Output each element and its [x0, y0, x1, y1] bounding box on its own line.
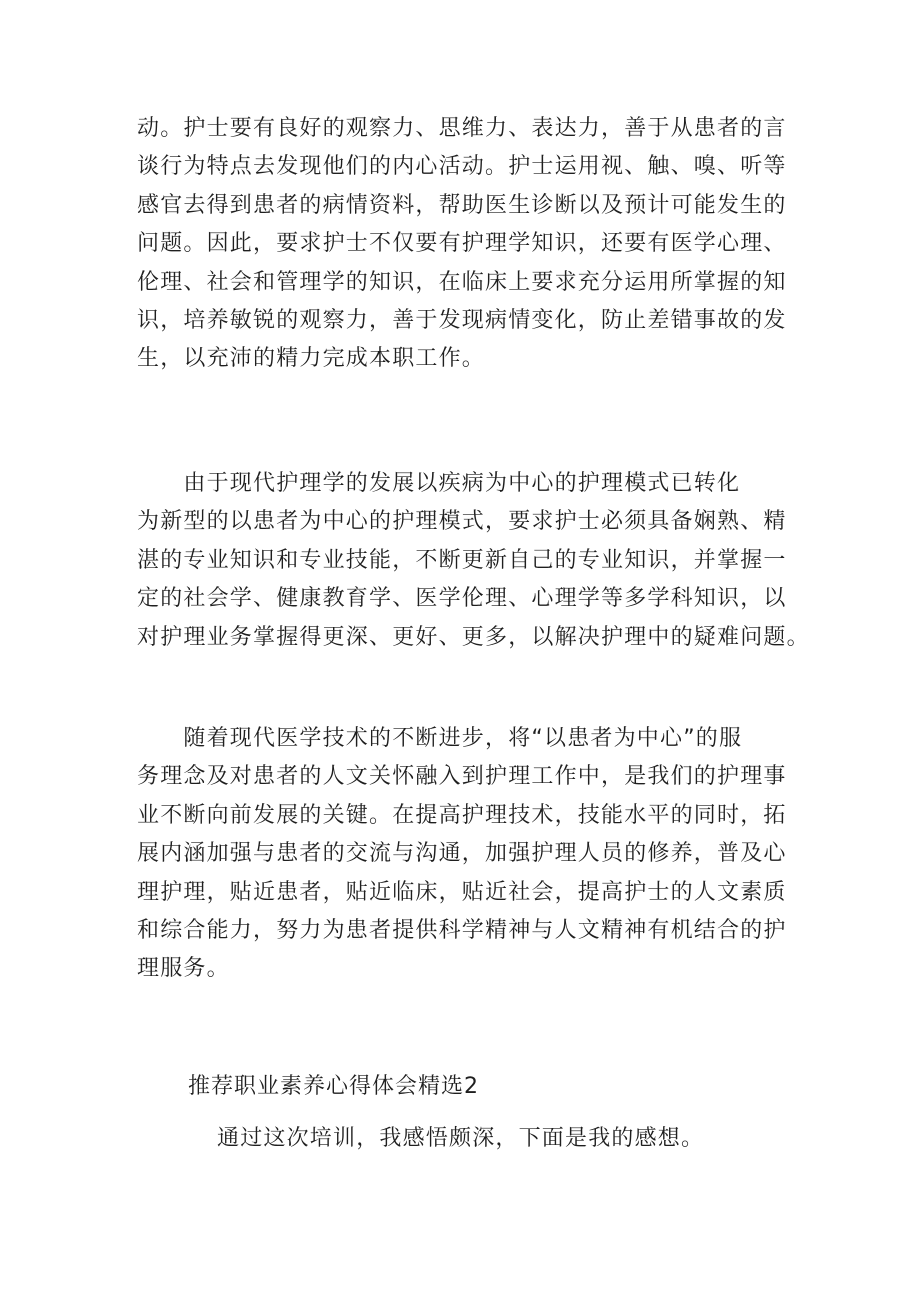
paragraph-4: 通过这次培训，我感悟颇深，下面是我的感想。 — [217, 1126, 705, 1151]
paragraph-line: 定的社会学、健康教育学、医学伦理、心理学等多学科知识，以 — [137, 586, 787, 612]
paragraph-line: 问题。因此，要求护士不仅要有护理学知识，还要有医学心理、 — [137, 231, 787, 257]
paragraph-line: 理服务。 — [137, 956, 230, 982]
paragraph-line: 展内涵加强与患者的交流与沟通，加强护理人员的修养，普及心 — [137, 841, 787, 867]
paragraph-line: 谈行为特点去发现他们的内心活动。护士运用视、触、嗅、听等 — [137, 154, 787, 180]
paragraph-line: 业不断向前发展的关键。在提高护理技术，技能水平的同时，拓 — [137, 802, 787, 828]
paragraph-line: 为新型的以患者为中心的护理模式，要求护士必须具备娴熟、精 — [137, 509, 787, 535]
paragraph-line: 由于现代护理学的发展以疾病为中心的护理模式已转化 — [137, 471, 741, 496]
section-heading: 推荐职业素养心得体会精选2 — [188, 1074, 479, 1099]
paragraph-line: 生，以充沛的精力完成本职工作。 — [137, 346, 486, 372]
paragraph-line: 理护理，贴近患者，贴近临床，贴近社会，提高护士的人文素质 — [137, 879, 787, 905]
paragraph-line: 湛的专业知识和专业技能，不断更新自己的专业知识，并掌握一 — [137, 547, 787, 573]
paragraph-3 — [137, 720, 797, 989]
paragraph-line: 伦理、社会和管理学的知识，在临床上要求充分运用所掌握的知 — [137, 269, 787, 295]
paragraph-line: 和综合能力，努力为患者提供科学精神与人文精神有机结合的护 — [137, 917, 787, 943]
paragraph-line: 动。护士要有良好的观察力、思维力、表达力，善于从患者的言 — [137, 116, 787, 141]
paragraph-line: 随着现代医学技术的不断进步，将“以患者为中心”的服 — [137, 726, 743, 751]
paragraph-line: 识，培养敏锐的观察力，善于发现病情变化，防止差错事故的发 — [137, 307, 787, 333]
paragraph-2 — [137, 465, 810, 657]
paragraph-line: 务理念及对患者的人文关怀融入到护理工作中，是我们的护理事 — [137, 764, 787, 790]
paragraph-1 — [137, 110, 797, 379]
paragraph-line: 对护理业务掌握得更深、更好、更多，以解决护理中的疑难问题。 — [137, 624, 810, 650]
paragraph-line: 感官去得到患者的病情资料，帮助医生诊断以及预计可能发生的 — [137, 192, 787, 218]
